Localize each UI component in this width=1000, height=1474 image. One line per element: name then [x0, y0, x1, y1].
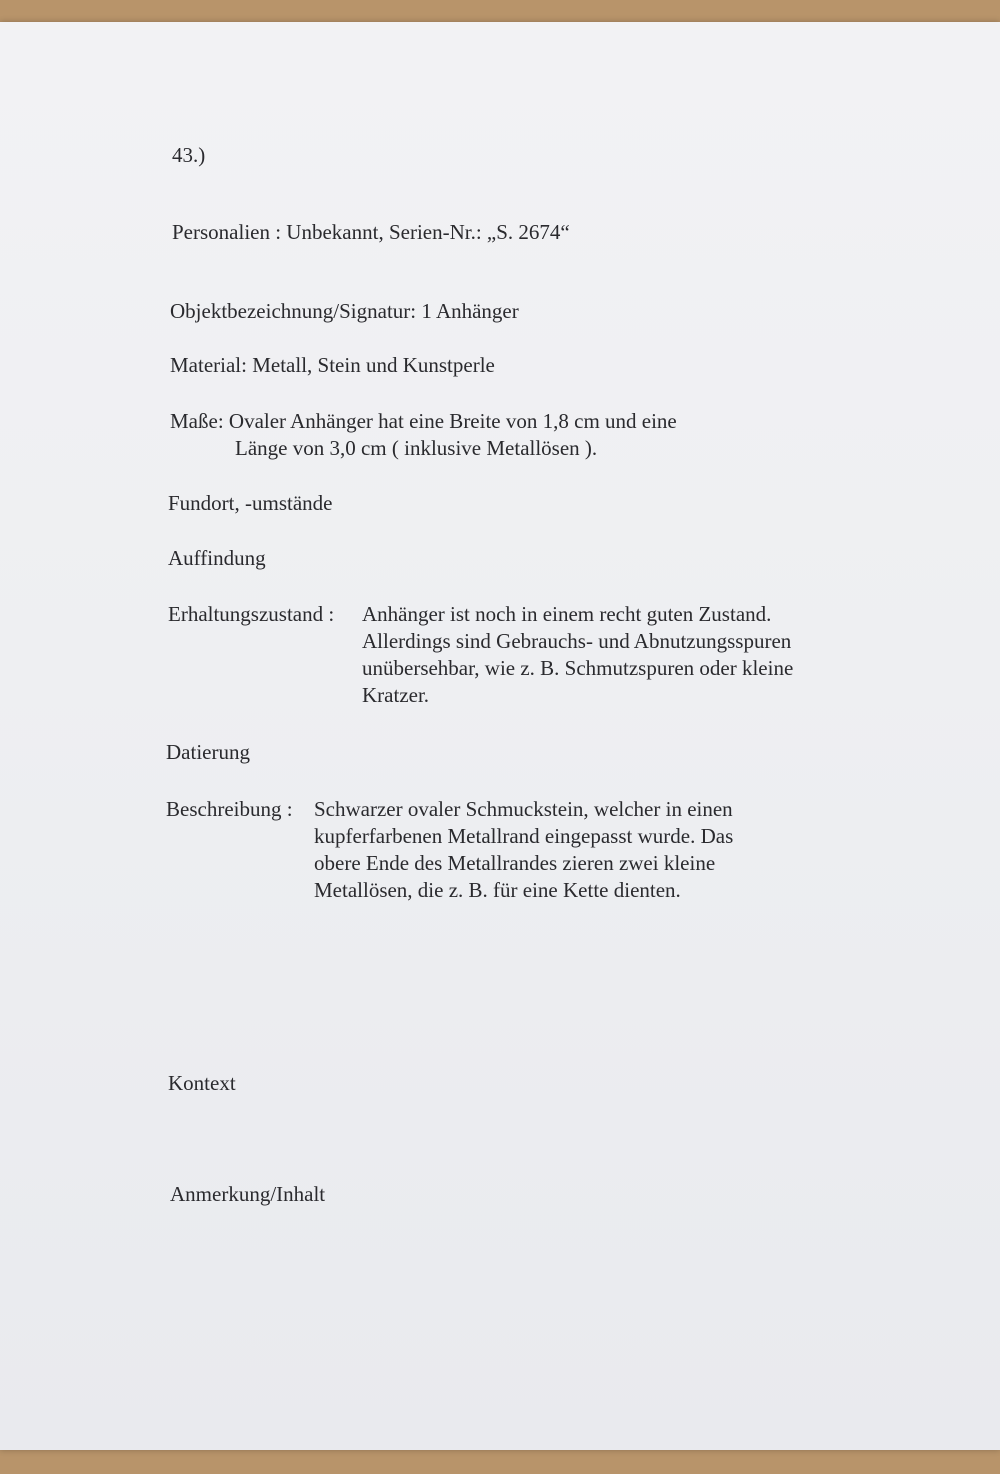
beschreibung-label: Beschreibung : — [166, 797, 293, 821]
erhaltung-text — [362, 601, 793, 709]
erhaltung-line-2: Allerdings sind Gebrauchs- und Abnutzungsspuren — [362, 629, 792, 653]
paper-sheet — [0, 22, 1000, 1450]
material-line: Material: Metall, Stein und Kunstperle — [170, 353, 495, 377]
beschreibung-line-4: Metallösen, die z. B. für eine Kette dienten. — [314, 878, 681, 902]
erhaltung-line-3: unübersehbar, wie z. B. Schmutzspuren oder kleine — [362, 656, 794, 680]
anmerkung-label: Anmerkung/Inhalt — [170, 1182, 326, 1206]
beschreibung-line-3: obere Ende des Metallrandes zieren zwei kleine — [314, 851, 716, 875]
kontext-label: Kontext — [168, 1071, 236, 1095]
erhaltung-line-4: Kratzer. — [362, 683, 430, 707]
datierung-label: Datierung — [166, 740, 250, 764]
auffindung-label: Auffindung — [168, 546, 266, 570]
objekt-line: Objektbezeichnung/Signatur: 1 Anhänger — [170, 299, 519, 323]
beschreibung-text — [314, 796, 733, 904]
beschreibung-line-1: Schwarzer ovaler Schmuckstein, welcher in einen — [314, 797, 733, 821]
masse-line-2: Länge von 3,0 cm ( inklusive Metallösen ). — [235, 436, 598, 460]
masse-line-1: Maße: Ovaler Anhänger hat eine Breite von 1,8 cm und eine — [170, 409, 677, 433]
beschreibung-line-2: kupferfarbenen Metallrand eingepasst wurde. Das — [314, 824, 734, 848]
erhaltung-label: Erhaltungszustand : — [168, 602, 335, 626]
record-number: 43.) — [172, 143, 206, 167]
fundort-label: Fundort, -umstände — [168, 491, 333, 515]
personalien-line: Personalien : Unbekannt, Serien-Nr.: „S. 2674“ — [172, 220, 570, 244]
erhaltung-line-1: Anhänger ist noch in einem recht guten Zustand. — [362, 602, 772, 626]
